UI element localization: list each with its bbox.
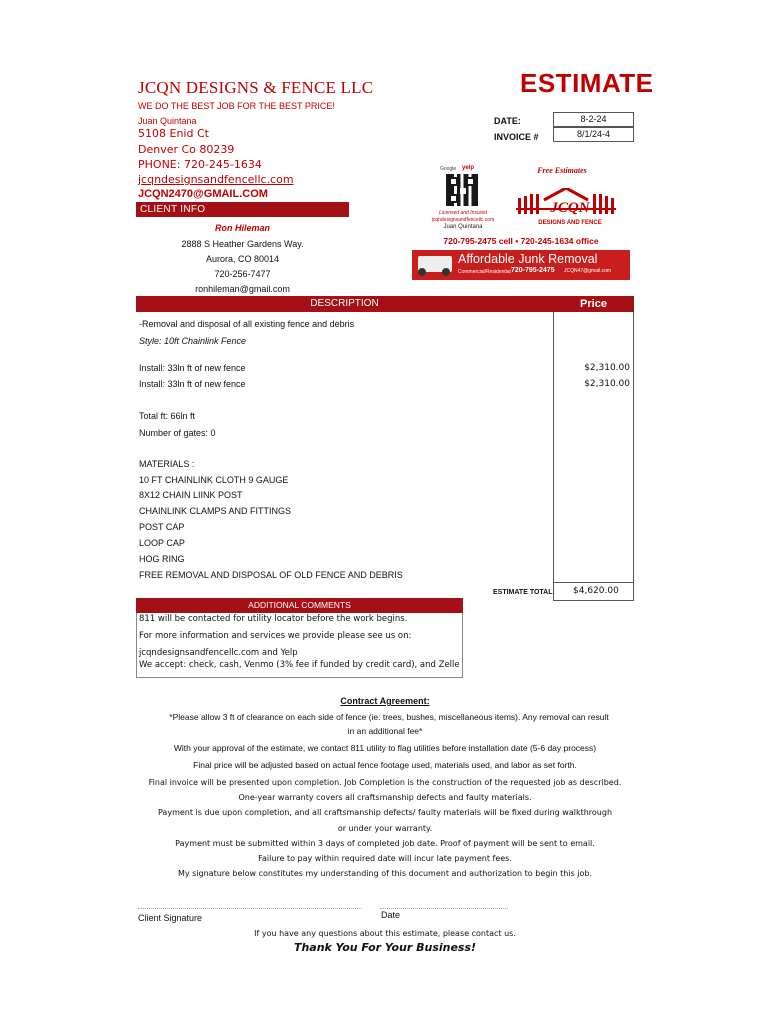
price-column-right-border: [633, 312, 634, 582]
client-signature-line[interactable]: [138, 908, 362, 909]
contract-line: One-year warranty covers all craftsmanship defects and faulty materials.: [238, 793, 532, 802]
qr-code-icon: [446, 174, 478, 206]
contract-line: Final price will be adjusted based on actual fence footage used, materials used, and labor as set forth.: [193, 760, 577, 770]
yelp-label: yelp: [462, 165, 475, 171]
line-item-material: HOG RING: [139, 554, 185, 564]
client-email: ronhileman@gmail.com: [195, 284, 290, 294]
comment-line: jcqndesignsandfencellc.com and Yelp: [139, 648, 298, 658]
line-item-total-ft: Total ft: 66ln ft: [139, 411, 196, 421]
company-email[interactable]: JCQN2470@GMAIL.COM: [138, 188, 268, 200]
comment-line: For more information and services we provide please see us on:: [139, 631, 412, 641]
jcqn-logo-sub: DESIGNS AND FENCE: [538, 220, 602, 226]
ad-phones: 720-795-2475 cell • 720-245-1634 office: [443, 236, 599, 246]
client-street: 2888 S Heather Gardens Way.: [181, 239, 304, 249]
contract-line: in an additional fee*: [347, 726, 423, 736]
invoice-label: INVOICE #: [494, 132, 539, 142]
line-item-free-removal: FREE REMOVAL AND DISPOSAL OF OLD FENCE AND DEBRIS: [139, 570, 403, 580]
free-estimates-text: Free Estimates: [537, 166, 587, 175]
client-info-header: CLIENT INFO: [136, 202, 349, 217]
advertisement-image: [410, 162, 632, 282]
line-item-install-2-price: $2,310.00: [584, 379, 630, 389]
date-value: 8-2-24: [553, 112, 634, 127]
signature-date-label: Date: [381, 910, 401, 920]
line-item-gates: Number of gates: 0: [139, 428, 216, 438]
contract-line: My signature below constitutes my understanding of this document and authorization to begin this job.: [177, 869, 593, 878]
price-header: Price: [553, 296, 634, 312]
contract-line: Failure to pay within required date will incur late payment fees.: [258, 854, 512, 863]
additional-comments-header: ADDITIONAL COMMENTS: [136, 598, 463, 613]
junk-removal-banner: [412, 250, 630, 280]
date-signature-line[interactable]: [380, 908, 508, 909]
jcqn-logo-text: JCQN: [550, 200, 590, 216]
price-column-left-border: [553, 312, 554, 582]
client-name: Ron Hileman: [214, 223, 270, 233]
ad-person: Juan Quintana: [443, 224, 483, 230]
junk-removal-phone: 720-795-2475: [511, 267, 555, 274]
date-label: DATE:: [494, 116, 521, 126]
company-city: Denver Co 80239: [138, 143, 235, 156]
company-website-link[interactable]: jcqndesignsandfencellc.com: [138, 173, 294, 186]
line-item-material: POST CAP: [139, 522, 185, 532]
junk-removal-sub: Commercial/Residential: [458, 269, 511, 275]
line-item-material: LOOP CAP: [139, 538, 185, 548]
line-item-material: 10 FT CHAINLINK CLOTH 9 GAUGE: [139, 475, 289, 485]
comment-line: We accept: check, cash, Venmo (3% fee if funded by credit card), and Zelle: [139, 660, 460, 670]
description-header: DESCRIPTION: [136, 296, 553, 312]
contract-line: Payment must be submitted within 3 days of completed job date. Proof of payment will be sent to email.: [175, 839, 595, 848]
google-label: Google: [440, 166, 457, 172]
contract-line: Payment is due upon completion, and all craftsmanship defects/ faulty materials will be fixed during walkthrough: [157, 808, 613, 817]
line-item-install-1: Install: 33ln ft of new fence: [139, 363, 246, 373]
line-item-install-1-price: $2,310.00: [584, 363, 630, 373]
questions-text: If you have any questions about this estimate, please contact us.: [254, 929, 516, 938]
client-signature-label: Client Signature: [138, 913, 203, 923]
company-street: 5108 Enid Ct: [138, 127, 209, 140]
licensed-text: Licensed and Insured: [439, 210, 487, 216]
thank-you-text: Thank You For Your Business!: [293, 941, 477, 954]
estimate-total-label: ESTIMATE TOTAL:: [493, 589, 555, 596]
contract-line: or under your warranty.: [337, 824, 433, 833]
estimate-title: ESTIMATE: [520, 68, 654, 98]
company-phone: PHONE: 720-245-1634: [138, 158, 262, 171]
comment-line: 811 will be contacted for utility locator before the work begins.: [139, 614, 408, 624]
line-item-removal: -Removal and disposal of all existing fence and debris: [139, 319, 355, 329]
contract-title: Contract Agreement:: [340, 696, 430, 706]
contract-line: *Please allow 3 ft of clearance on each side of fence (ie: trees, bushes, miscellaneous items). Any removal can result: [169, 712, 609, 722]
invoice-value: 8/1/24-4: [553, 127, 634, 142]
client-city: Aurora, CO 80014: [205, 254, 280, 264]
truck-icon: [418, 256, 452, 272]
client-phone: 720-256-7477: [214, 269, 271, 279]
line-item-style: Style: 10ft Chainlink Fence: [139, 336, 247, 346]
company-name: JCQN DESIGNS & FENCE LLC: [138, 78, 374, 97]
line-item-materials-heading: MATERIALS :: [139, 459, 195, 469]
contract-line: With your approval of the estimate, we contact 811 utility to flag utilities before installation date (5-6 day process): [173, 743, 597, 753]
estimate-total-value: $4,620.00: [553, 582, 634, 601]
line-item-material: CHAINLINK CLAMPS AND FITTINGS: [139, 506, 292, 516]
line-item-install-2: Install: 33ln ft of new fence: [139, 379, 246, 389]
company-owner: Juan Quintana: [138, 116, 197, 126]
ad-website: jcqndesignsandfencellc.com: [431, 217, 495, 223]
company-slogan: WE DO THE BEST JOB FOR THE BEST PRICE!: [138, 101, 335, 111]
junk-removal-email: JCQN47@gmail.com: [564, 268, 612, 274]
line-item-material: 8X12 CHAIN LIINK POST: [139, 490, 243, 500]
contract-line: Final invoice will be presented upon completion. Job Completion is the construction of the requested job as described.: [148, 778, 622, 787]
junk-removal-title: Affordable Junk Removal: [458, 252, 598, 266]
